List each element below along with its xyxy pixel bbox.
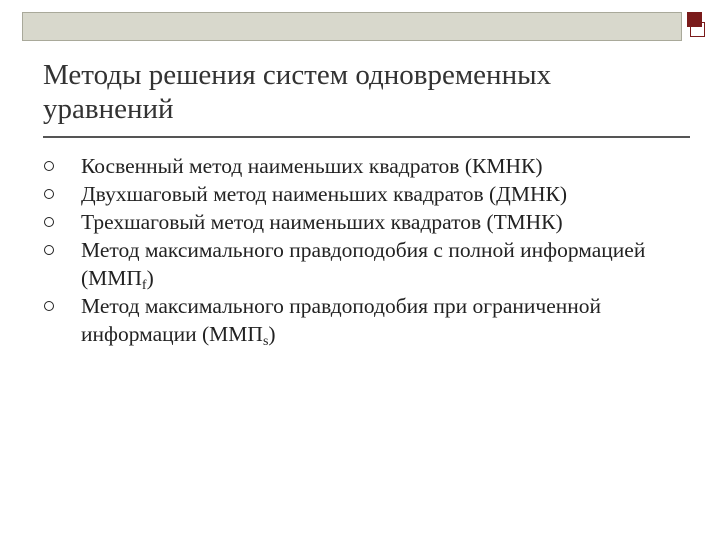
- list-item-text: Косвенный метод наименьших квадратов (КМНК): [81, 154, 543, 178]
- list-item-text: Метод максимального правдоподобия при ограниченной информации (ММП: [81, 294, 602, 346]
- list-item: [44, 180, 684, 208]
- bullet-icon: [44, 217, 54, 227]
- list-item: [44, 236, 684, 292]
- outline-square-icon: [690, 22, 705, 37]
- bullet-icon: [44, 245, 54, 255]
- list-item-tail: ): [268, 322, 276, 346]
- slide-title: Методы решения систем одновременных уравнений: [43, 59, 552, 125]
- list-item-text: Двухшаговый метод наименьших квадратов (ДМНК): [81, 182, 567, 206]
- list-item: [44, 152, 684, 180]
- bullet-icon: [44, 189, 54, 199]
- header-bar: [22, 12, 682, 41]
- title-divider: [43, 136, 690, 138]
- list-item-text: Трехшаговый метод наименьших квадратов (ТМНК): [81, 210, 563, 234]
- bullet-icon: [44, 161, 54, 171]
- list-item-subscript: s: [262, 334, 269, 349]
- list-item-subscript: f: [141, 278, 147, 293]
- list-item: [44, 208, 684, 236]
- list-item-text: Метод максимального правдоподобия с полной информацией (ММП: [81, 238, 646, 290]
- bullet-icon: [44, 301, 54, 311]
- list-item: [44, 292, 684, 348]
- list-item-tail: ): [146, 266, 154, 290]
- bullet-list: [44, 152, 684, 348]
